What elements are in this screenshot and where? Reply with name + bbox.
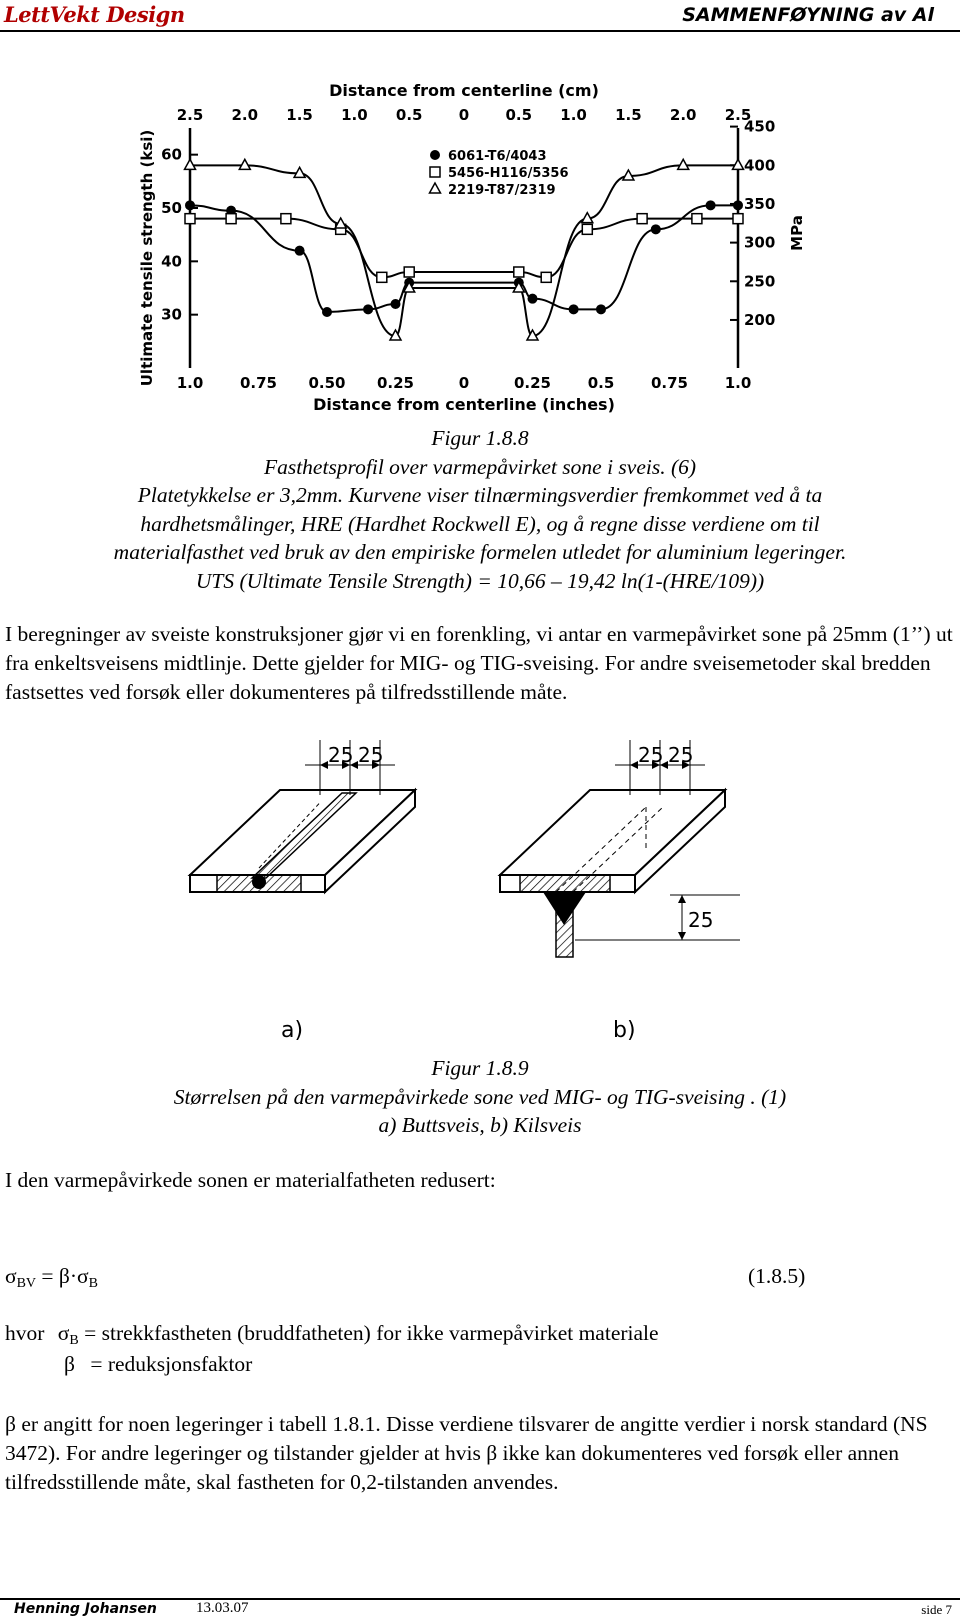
caption-line: Figur 1.8.8 <box>431 426 529 450</box>
data-point <box>582 224 592 234</box>
strength-profile-chart <box>130 78 820 428</box>
data-point <box>404 267 414 277</box>
dim-label: 25 <box>638 743 664 767</box>
body-paragraph: β er angitt for noen legeringer i tabell 1.8.1. Disse verdiene tilsvarer de angitte verdier i norsk standard (NS 3472). For andre legeringer og tilstander gjelder at hvis β ikke kan dokumenteres ved forsøk eller annen tilfredsstillende måte, skal fastheten for 0,2-tilstanden anvendes. <box>5 1412 928 1494</box>
figure-1-caption <box>0 424 960 595</box>
footer-author: Henning Johansen <box>14 1601 157 1617</box>
dim-label: 25 <box>328 743 354 767</box>
x-tick-label-top: 2.5 <box>724 106 752 124</box>
page-number: side 7 <box>921 1602 952 1617</box>
definition-text: = reduksjonsfaktor <box>90 1352 253 1376</box>
legend-entry: 5456-H116/5356 <box>448 166 569 181</box>
definition-text: = strekkfastheten (bruddfatheten) for ikke varmepåvirket materiale <box>84 1321 659 1345</box>
data-point <box>185 214 195 224</box>
x-tick-label-bottom: 0.25 <box>376 374 415 392</box>
x-tick-label-top: 0.5 <box>505 106 533 124</box>
y-tick-label-right: 200 <box>744 310 776 329</box>
x-tick-label-top: 0 <box>458 106 470 124</box>
data-point <box>363 304 373 314</box>
data-point <box>706 200 716 210</box>
formula-sigma: σ <box>77 1264 89 1288</box>
dim-label: 25 <box>668 743 694 767</box>
definition-line <box>64 1352 252 1377</box>
data-point <box>281 214 291 224</box>
fillet-weld-plate <box>500 740 740 957</box>
chart-legend <box>430 149 569 198</box>
figure-2-caption <box>0 1054 960 1140</box>
data-point <box>377 272 387 282</box>
y-tick-label-right: 350 <box>744 194 776 213</box>
formula-subscript: BV <box>16 1276 37 1291</box>
x-tick-label-bottom: 1.0 <box>724 374 752 392</box>
data-point <box>637 214 647 224</box>
y-tick-label-right: 400 <box>744 156 776 175</box>
x-tick-label-bottom: 0.50 <box>308 374 346 392</box>
caption-line: materialfasthet ved bruk av den empiriske formelen utledet for aluminium legeringer. <box>113 540 847 564</box>
x-tick-label-top: 1.5 <box>615 106 642 124</box>
formula <box>5 1264 98 1292</box>
data-point <box>430 183 441 193</box>
x-tick-label-top: 2.0 <box>231 106 259 124</box>
data-point <box>733 214 743 224</box>
x-tick-label-bottom: 0.25 <box>513 374 552 392</box>
x-tick-label-top: 1.0 <box>341 106 368 124</box>
caption-line: Figur 1.8.9 <box>431 1056 529 1080</box>
data-point <box>514 267 524 277</box>
caption-line: Størrelsen på den varmepåvirkede sone ved MIG- og TIG-sveising . (1) <box>173 1084 787 1109</box>
data-point <box>596 304 606 314</box>
y-tick-label-left: 50 <box>161 199 182 217</box>
data-point <box>692 214 702 224</box>
y-tick-label-left: 30 <box>161 305 182 324</box>
x-tick-label-bottom: 0.75 <box>239 374 278 392</box>
x-axis-title-top: Distance from centerline (cm) <box>329 81 599 100</box>
x-tick-label-bottom: 0.5 <box>587 374 615 392</box>
legend-entry: 6061-T6/4043 <box>448 149 547 164</box>
y-tick-label-left: 40 <box>161 252 182 271</box>
x-tick-label-top: 1.5 <box>286 106 313 124</box>
data-point <box>430 167 440 177</box>
x-tick-label-top: 1.0 <box>560 106 587 124</box>
x-axis-title-bottom: Distance from centerline (inches) <box>313 395 615 414</box>
dim-label: 25 <box>358 743 384 767</box>
formula-subscript: B <box>88 1276 98 1291</box>
formula-equals: = β· <box>36 1264 78 1288</box>
data-point <box>541 272 551 282</box>
formula-sigma: σ <box>5 1264 17 1288</box>
data-point <box>651 224 661 234</box>
definition-symbol: σ <box>57 1321 70 1345</box>
caption-line: hardhetsmålinger, HRE (Hardhet Rockwell E), og å regne disse verdiene om til <box>140 511 820 536</box>
body-paragraph: I den varmepåvirkede sonen er materialfatheten redusert: <box>5 1168 496 1192</box>
data-point <box>391 299 401 309</box>
caption-line: UTS (Ultimate Tensile Strength) = 10,66 – 19,42 ln(1-(HRE/109)) <box>195 568 765 593</box>
document-header-title: SAMMENFØYNING av Al <box>682 4 934 26</box>
x-tick-label-top: 0.5 <box>395 106 423 124</box>
data-point <box>322 307 332 317</box>
y-tick-label-right: 300 <box>744 233 776 252</box>
x-tick-label-bottom: 0 <box>458 374 470 392</box>
y-tick-label-left: 60 <box>161 145 182 164</box>
legend-entry: 2219-T87/2319 <box>448 183 556 198</box>
butt-weld-plate <box>190 740 415 892</box>
y-tick-label-right: 450 <box>744 117 776 136</box>
data-point <box>185 200 195 210</box>
data-point <box>733 200 743 210</box>
data-point <box>295 246 305 256</box>
y-axis-title-right: MPa <box>788 215 806 251</box>
x-tick-label-bottom: 1.0 <box>176 374 204 392</box>
data-point <box>226 214 236 224</box>
caption-line: a) Buttsveis, b) Kilsveis <box>378 1113 582 1137</box>
data-point <box>430 150 440 160</box>
definition-symbol: β <box>64 1352 75 1376</box>
header-divider <box>0 30 960 32</box>
x-tick-label-top: 2.0 <box>669 106 697 124</box>
definition-line <box>5 1321 659 1349</box>
dim-label: 25 <box>688 908 714 932</box>
equation-number: (1.8.5) <box>748 1264 806 1288</box>
footer-divider <box>0 1598 960 1600</box>
sub-label-a: a) <box>281 1018 304 1043</box>
series-line <box>190 205 738 312</box>
x-tick-label-bottom: 0.75 <box>650 374 689 392</box>
caption-line: Fasthetsprofil over varmepåvirket sone i sveis. (6) <box>263 454 697 479</box>
definition-intro: hvor <box>5 1321 45 1345</box>
caption-line: Platetykkelse er 3,2mm. Kurvene viser tilnærmingsverdier fremkommet ved å ta <box>137 483 823 507</box>
data-point <box>528 294 538 304</box>
y-tick-label-right: 250 <box>744 272 776 291</box>
data-point <box>569 304 579 314</box>
chart-labels <box>138 81 806 414</box>
logo: LettVekt Design <box>4 2 185 27</box>
sub-label-b: b) <box>613 1018 636 1043</box>
footer-date: 13.03.07 <box>196 1600 249 1616</box>
definition-subscript: B <box>69 1333 79 1348</box>
body-paragraph: I beregninger av sveiste konstruksjoner gjør vi en forenkling, vi antar en varmepåvirket sone på 25mm (1’’) ut fra enkeltsveisens midtlinje. Dette gjelder for MIG- og TIG-sveising. For andre sveisemetoder skal bredden fastsettes ved forsøk eller dokumenteres på tilfredsstillende måte. <box>5 622 953 704</box>
x-tick-label-top: 2.5 <box>176 106 204 124</box>
y-axis-title-left: Ultimate tensile strength (ksi) <box>138 129 156 387</box>
weld-zone-diagram <box>180 740 780 1060</box>
